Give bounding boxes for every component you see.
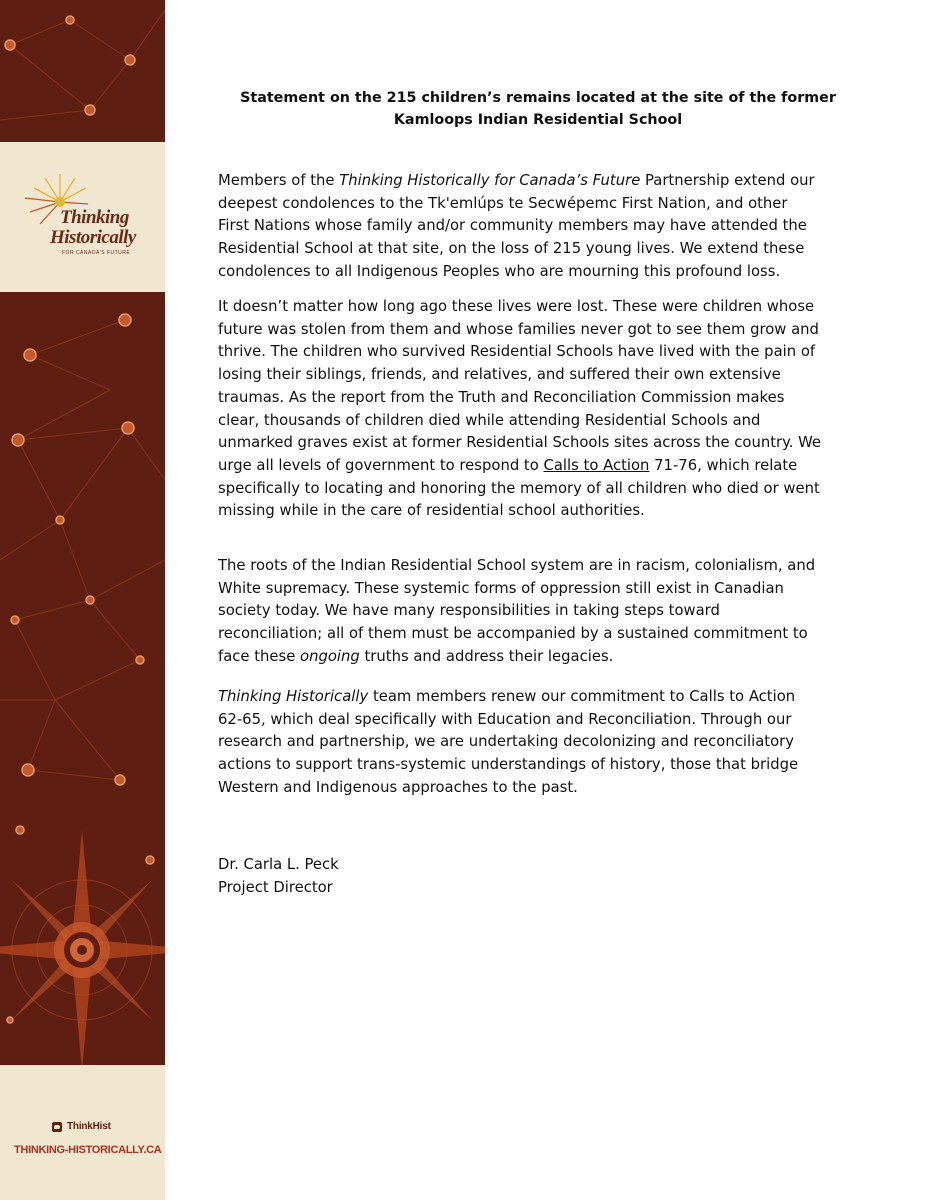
compass-rose-icon xyxy=(0,830,165,1070)
twitter-handle: ThinkHist xyxy=(67,1121,111,1132)
text-run: team members renew our commitment to Calls to Action xyxy=(368,688,796,705)
logo-word-thinking: Thinking xyxy=(60,207,129,228)
text-run: urge all levels of government to respond to xyxy=(218,456,544,474)
text-line: White supremacy. These systemic forms of oppression still exist in Canadian xyxy=(218,579,784,597)
text-run: face these xyxy=(218,647,301,665)
twitter-icon xyxy=(52,1122,62,1132)
text-line: The roots of the Indian Residential School system are in racism, colonialism, and xyxy=(218,557,816,574)
thinking-historically-logo xyxy=(20,172,150,262)
text-run: Partnership extend our xyxy=(640,172,815,189)
title-line: Statement on the 215 children’s remains located at the site of the former xyxy=(240,90,836,106)
text-line: First Nations whose family and/or community members may have attended the xyxy=(218,217,807,235)
text-line: actions to support trans-systemic understandings of history, those that bridge xyxy=(218,756,799,774)
calls-to-action-link[interactable]: Calls to Action xyxy=(543,456,650,474)
text-line: losing their siblings, friends, and relatives, and suffered their own extensive xyxy=(218,366,781,384)
text-line: Western and Indigenous approaches to the past. xyxy=(218,778,578,796)
signatory-role: Project Director xyxy=(218,878,333,896)
website-url: THINKING-HISTORICALLY.CA xyxy=(14,1144,162,1156)
logo-word-historically: Historically xyxy=(50,227,136,248)
text-line: Residential School at that site, on the loss of 215 young lives. We extend these xyxy=(218,240,805,258)
text-run: Members of the xyxy=(218,172,340,189)
text-line: missing while in the care of residential school authorities. xyxy=(218,502,645,520)
text-line: 62-65, which deal specifically with Education and Reconciliation. Through our xyxy=(218,710,792,728)
logo-tagline: FOR CANADA'S FUTURE xyxy=(62,250,131,256)
text-line: thrive. The children who survived Residential Schools have lived with the pain of xyxy=(218,343,816,361)
emphasis-ongoing: ongoing xyxy=(300,647,360,665)
title-line: Kamloops Indian Residential School xyxy=(393,112,683,128)
text-line: deepest condolences to the Tk'emlúps te Secwépemc First Nation, and other xyxy=(218,194,788,212)
social-handle xyxy=(52,1121,111,1132)
text-line: traumas. As the report from the Truth and Reconciliation Commission makes xyxy=(218,388,785,406)
text-line: It doesn’t matter how long ago these lives were lost. These were children whose xyxy=(218,298,815,315)
paragraph-commitment xyxy=(218,686,848,800)
logo-panel xyxy=(0,142,165,292)
text-line: condolences to all Indigenous Peoples who are mourning this profound loss. xyxy=(218,262,781,280)
paragraph-history xyxy=(218,296,848,523)
paragraph-condolences xyxy=(218,170,848,284)
banner-footer xyxy=(0,1065,165,1200)
decorative-banner xyxy=(0,0,165,1200)
text-line: society today. We have many responsibilities in taking steps toward xyxy=(218,602,720,620)
document-title xyxy=(218,87,858,131)
text-line: clear, thousands of children died while attending Residential Schools and xyxy=(218,411,761,429)
text-line: reconciliation; all of them must be accompanied by a sustained commitment to xyxy=(218,625,808,643)
text-line: research and partnership, we are undertaking decolonizing and reconciliatory xyxy=(218,733,794,751)
text-run: 71-76, which relate xyxy=(649,456,798,474)
text-line xyxy=(218,646,848,669)
paragraph-roots xyxy=(218,555,848,669)
text-run: truths and address their legacies. xyxy=(359,647,614,665)
project-name: Thinking Historically xyxy=(218,688,369,705)
partnership-name: Thinking Historically for Canada’s Future xyxy=(339,172,641,189)
signature-block xyxy=(218,854,339,899)
signatory-name: Dr. Carla L. Peck xyxy=(218,856,339,873)
text-line: specifically to locating and honoring the memory of all children who died or went xyxy=(218,479,820,497)
text-line: unmarked graves exist at former Residential Schools sites across the country. We xyxy=(218,434,822,452)
text-line xyxy=(218,170,848,193)
text-line xyxy=(218,455,848,478)
text-line xyxy=(218,686,848,709)
text-line: future was stolen from them and whose families never got to see them grow and xyxy=(218,320,819,338)
